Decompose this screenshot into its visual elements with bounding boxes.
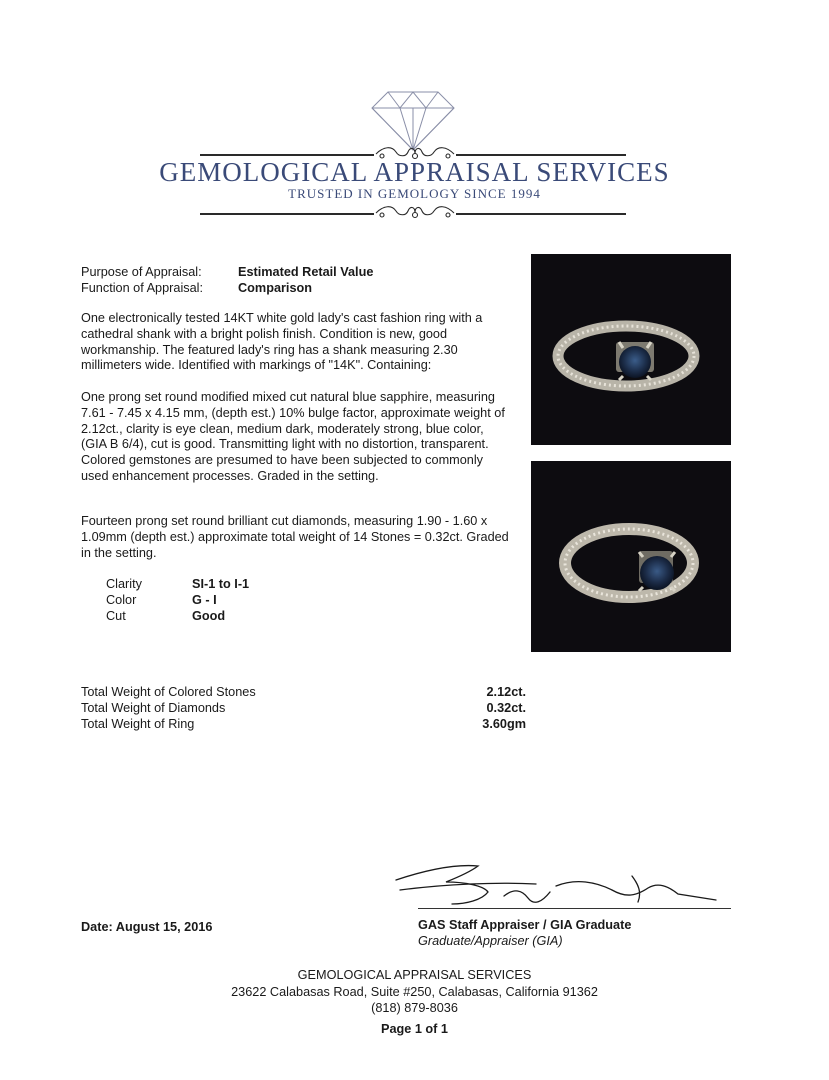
header-rule	[200, 154, 374, 156]
weight-label: Total Weight of Ring	[81, 717, 195, 731]
brand-tagline: TRUSTED IN GEMOLOGY SINCE 1994	[288, 186, 541, 201]
footer-address: 23622 Calabasas Road, Suite #250, Calabasas, California 91362	[231, 985, 598, 999]
appraisal-date: Date: August 15, 2016	[81, 920, 213, 934]
ring-photo-side	[531, 461, 731, 652]
weight-label: Total Weight of Diamonds	[81, 701, 226, 715]
grading-values	[192, 576, 249, 624]
grading-label: Clarity	[106, 577, 142, 591]
signature-line	[418, 908, 731, 909]
appraiser-name: GAS Staff Appraiser / GIA Graduate	[418, 918, 632, 932]
appraiser-signature	[386, 852, 731, 914]
weight-value: 2.12ct.	[486, 685, 526, 699]
ring-image	[531, 461, 731, 652]
header-rule	[456, 154, 626, 156]
grading-labels	[106, 576, 142, 624]
diamond-logo-icon	[370, 88, 456, 152]
ornament-flourish-icon	[374, 203, 456, 223]
weight-label: Total Weight of Colored Stones	[81, 685, 256, 699]
header-rule	[456, 213, 626, 215]
function-value: Comparison	[238, 281, 313, 295]
grading-label: Color	[106, 593, 137, 607]
grading-value: SI-1 to I-1	[192, 577, 250, 591]
weight-value: 0.32ct.	[486, 701, 526, 715]
function-label: Function of Appraisal:	[81, 281, 204, 295]
appraiser-title: Graduate/Appraiser (GIA)	[418, 934, 563, 948]
purpose-label: Purpose of Appraisal:	[81, 265, 202, 279]
ring-image	[531, 254, 731, 445]
weight-values	[446, 684, 526, 732]
header-rule	[200, 213, 374, 215]
diamonds-description-paragraph: Fourteen prong set round brilliant cut diamonds, measuring 1.90 - 1.60 x 1.09mm (depth est.) approximate total weight of 14 Stones = 0.32ct. Graded in the setting.	[81, 514, 509, 560]
grading-value: G - I	[192, 593, 217, 607]
grading-label: Cut	[106, 609, 126, 623]
weight-labels	[81, 684, 256, 732]
sapphire-description-paragraph: One prong set round modified mixed cut natural blue sapphire, measuring 7.61 - 7.45 x 4.15 mm, (depth est.) 10% bulge factor, approximate weight of 2.12ct., clarity is eye clean, medium dark, moderately strong, blue color, (GIA B 6/4), cut is good. Transmitting light with no distortion, transparent. Colored gemstones are presumed to have been subjected to commonly used enhancement processes. Graded in the setting.	[81, 390, 505, 483]
footer-company: GEMOLOGICAL APPRAISAL SERVICES	[297, 968, 532, 982]
brand-name: GEMOLOGICAL APPRAISAL SERVICES	[159, 157, 670, 187]
weight-value: 3.60gm	[482, 717, 526, 731]
footer-phone: (818) 879-8036	[371, 1001, 458, 1015]
ring-description-paragraph: One electronically tested 14KT white gold lady's cast fashion ring with a cathedral shank with a bright polish finish. Condition is new, good workmanship. The featured lady's ring has a shank measuring 2.30 millimeters wide. Identified with markings of "14K". Containing:	[81, 311, 483, 373]
grading-value: Good	[192, 609, 226, 623]
page-number: Page 1 of 1	[381, 1022, 448, 1036]
purpose-value: Estimated Retail Value	[238, 265, 374, 279]
ring-photo-front	[531, 254, 731, 445]
